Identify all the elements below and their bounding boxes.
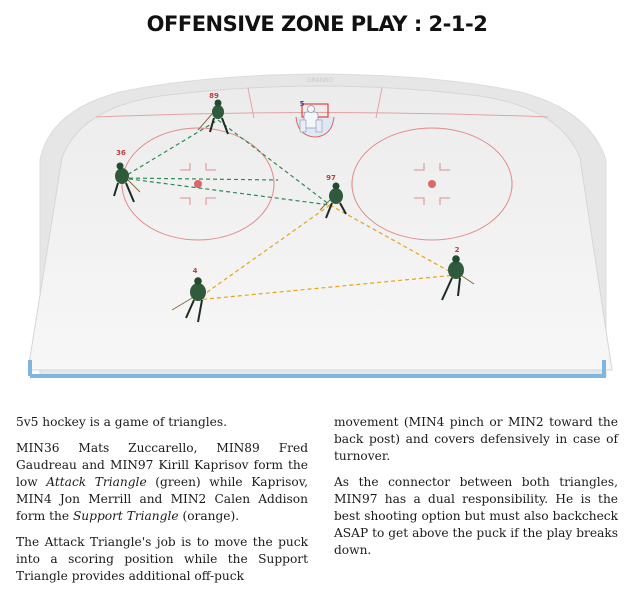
faceoff-dot-left: [194, 180, 202, 188]
goalie-number: 5: [299, 100, 305, 108]
page-title: OFFENSIVE ZONE PLAY : 2-1-2: [146, 12, 488, 36]
rink-diagram: [0, 44, 634, 389]
text-column-left: [16, 414, 308, 594]
paragraph-intro: 5v5 hockey is a game of triangles.: [16, 415, 228, 429]
player-number: 89: [209, 92, 219, 100]
paragraph-attack-job: The Attack Triangle's job is to move the puck into a scoring position while the Support Triangle provides additional off-puck: [16, 535, 308, 583]
player-number: 36: [116, 149, 126, 157]
support-triangle-term: Support Triangle: [72, 509, 179, 523]
board-brand: GRANRO: [306, 77, 334, 84]
faceoff-dot-right: [428, 180, 436, 188]
text-column-right: [334, 414, 618, 568]
paragraph-support-job: movement (MIN4 pinch or MIN2 toward the back post) and covers defensively in case of turnover.: [334, 415, 618, 463]
player-number: 97: [326, 174, 336, 182]
paragraph-connector: As the connector between both triangles, MIN97 has a dual responsibility. He is the best shooting option but must also backcheck ASAP to get above the puck if the play breaks down.: [334, 475, 618, 557]
player-number: 4: [192, 267, 198, 275]
player-number: 2: [454, 246, 460, 254]
paragraph-triangles: MIN36 Mats Zuccarello, MIN89 Fred Gaudreau and MIN97 Kirill Kaprisov form the low Attack Triangle (green) while Kaprisov, MIN4 Jon Merrill and MIN2 Calen Addison form the Support Triangle (orange).: [16, 441, 309, 523]
attack-triangle-term: Attack Triangle: [46, 475, 147, 489]
